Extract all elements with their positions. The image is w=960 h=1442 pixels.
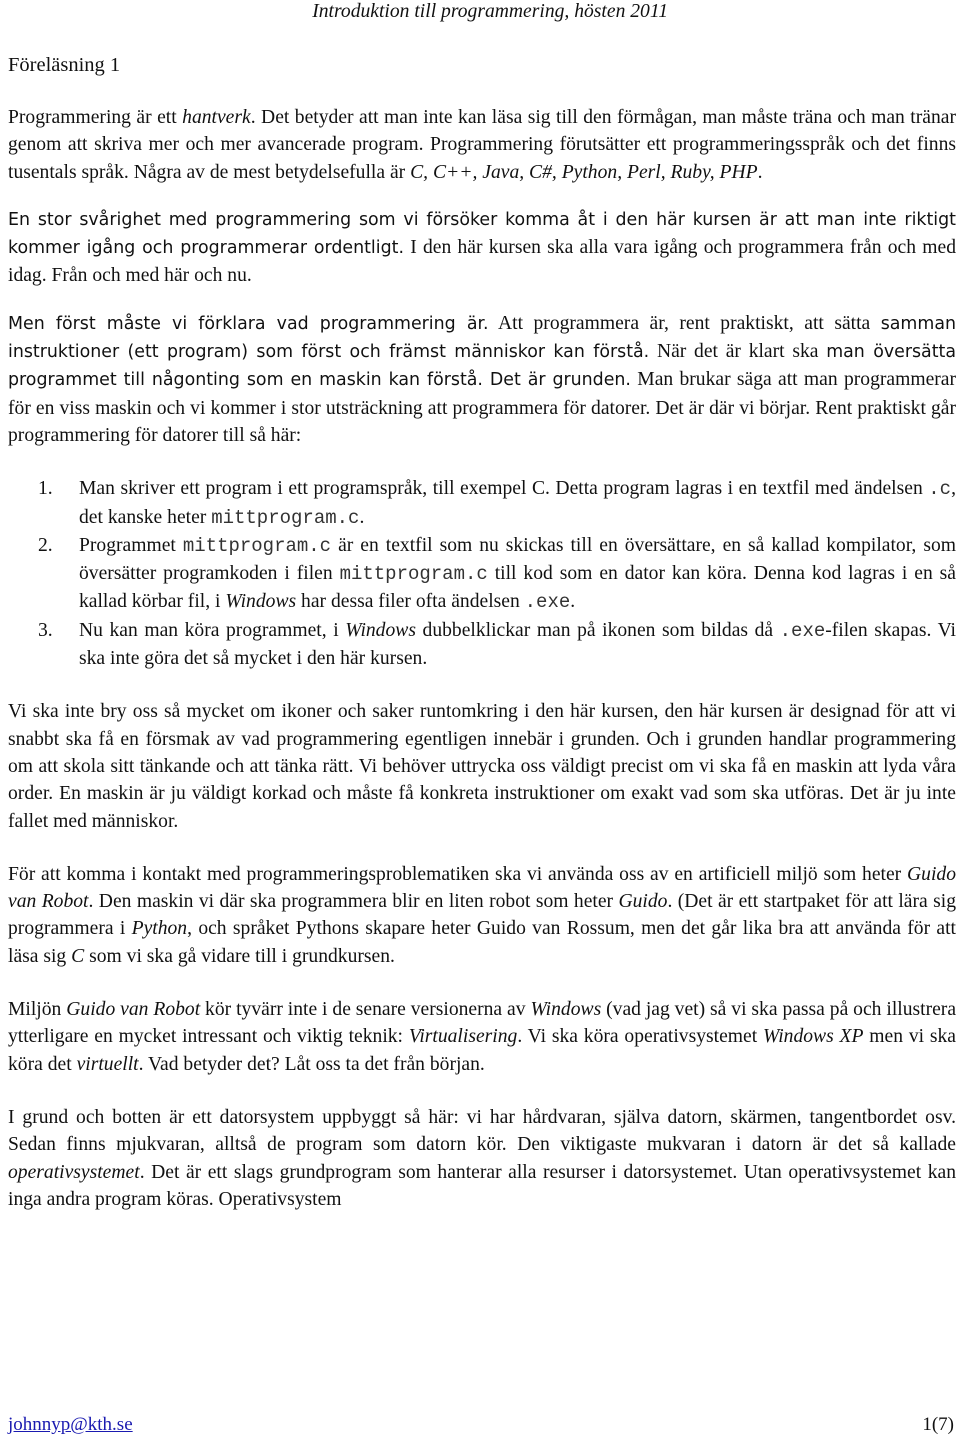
- emphasis-virtualisering: Virtualisering: [408, 1026, 518, 1048]
- code-extension: .exe: [779, 619, 826, 642]
- paragraph-definition: Men först måste vi förklara vad programmering är. Att programmera är, rent praktiskt, att sätta samman instruktioner (ett program) som först och främst människor kan förstå. När det är klart ska man översätta programmet till någonting som en maskin kan förstå. Det är grunden. Man brukar säga att man programmerar för en viss maskin och vi kommer i stor utsträckning att programmera för datorer. Det är där vi börjar. Rent praktiskt går programmering för datorer till så här:: [8, 312, 957, 446]
- emphasis-languages: C, C++, Java, C#, Python, Perl, Ruby, PHP: [410, 161, 758, 183]
- lecture-title: Föreläsning 1: [8, 54, 121, 76]
- page-number: 1(7): [922, 1414, 954, 1435]
- emphasis-windows-xp: Windows XP: [762, 1026, 864, 1048]
- emphasis-operativsystemet: operativsystemet: [8, 1161, 140, 1183]
- code-extension: .c: [928, 478, 952, 501]
- emphasis-windows: Windows: [225, 591, 297, 613]
- code-filename: mittprogram.c: [339, 563, 488, 586]
- emphasis-windows: Windows: [345, 619, 416, 641]
- list-number: 1.: [38, 478, 53, 500]
- document-body: [8, 104, 956, 1213]
- code-extension: .exe: [524, 591, 571, 614]
- emphasis-python: Python: [131, 918, 188, 940]
- list-item: 2. Programmet mittprogram.c är en textfil som nu skickas till en översättare, en så kallad kompilator, som översätter programkoden i filen mittprogram.c till kod som en dator kan köra. Denna kod lagras i en så kallad körbar fil, i Windows har dessa filer ofta ändelsen .exe.: [8, 532, 956, 617]
- emphasis-c: C: [71, 945, 85, 967]
- emphasis-guido-van-robot: Guido van Robot: [8, 863, 956, 913]
- paragraph-intro: Programmering är ett hantverk. Det betyder att man inte kan läsa sig till den förmågan, man måste träna och man tränar genom att skriva mer och mer avancerade program. Programmering förutsätter ett programmeringsspråk och det finns tusentals språk. Några av de mest betydelsefulla är C, C++, Java, C#, Python, Perl, Ruby, PHP.: [8, 107, 956, 183]
- code-filename: mittprogram.c: [211, 506, 360, 529]
- author-email-link[interactable]: johnnyp@kth.se: [8, 1414, 133, 1435]
- emphasis-hantverk: hantverk: [182, 107, 251, 128]
- emphasis-virtuellt: virtuellt: [76, 1053, 139, 1075]
- emphasis-guido-van-robot: Guido van Robot: [66, 999, 201, 1021]
- list-number: 2.: [38, 534, 53, 556]
- course-header: Introduktion till programmering, hösten 2011: [312, 1, 668, 22]
- paragraph-difficulty: En stor svårighet med programmering som vi försöker komma åt i den här kursen är att man inte riktigt kommer igång och programmerar ordentligt. I den här kursen ska alla vara igång och programmera från och med idag. Från och med här och nu.: [8, 209, 956, 287]
- emphasis-windows: Windows: [530, 999, 602, 1021]
- paragraph-guido: För att komma i kontakt med programmeringsproblematiken ska vi använda oss av en artificiell miljö som heter Guido van Robot. Den maskin vi där ska programmera blir en liten robot som heter Guido. (Det är ett startpaket för att lära sig programmera i Python, och språket Pythons skapare heter Guido van Rossum, men det går lika bra att använda för att läsa sig C som vi ska gå vidare till i grundkursen.: [8, 863, 956, 967]
- emphasis-guido: Guido: [618, 891, 668, 913]
- code-filename: mittprogram.c: [182, 534, 332, 557]
- list-item: 3. Nu kan man köra programmet, i Windows dubbelklickar man på ikonen som bildas då .exe-filen skapas. Vi ska inte göra det så mycket i den här kursen.: [8, 617, 956, 673]
- paragraph-focus: Vi ska inte bry oss så mycket om ikoner och saker runtomkring i den här kursen, den här kursen är designad för att vi snabbt ska få en försmak av vad programmering egentligen innebär i grunden. Och i grunden handlar programmering om att skola sitt tänkande och att tänka rätt. Vi behöver uttrycka oss väldigt precist om vi ska få en maskin att lyda våra order. En maskin är ju väldigt korkad och måste få konkreta instruktioner om exakt vad som ska utföras. Det är ju inte fallet med människor.: [8, 701, 956, 832]
- steps-list: [8, 475, 956, 672]
- paragraph-os: I grund och botten är ett datorsystem uppbyggt så här: vi har hårdvaran, själva datorn, skärmen, tangentbordet osv. Sedan finns mjukvaran, alltså de program som datorn kör. Den viktigaste mukvaran i datorn är det så kallade operativsystemet. Det är ett slags grundprogram som hanterar alla resurser i datorsystemet. Utan operativsystemet kan inga andra program köras. Operativsystem: [8, 1106, 956, 1210]
- list-number: 3.: [38, 619, 53, 641]
- list-item: 1. Man skriver ett program i ett programspråk, till exempel C. Detta program lagras i en textfil med ändelsen .c, det kanske heter mittprogram.c.: [8, 475, 956, 532]
- paragraph-virtualization: Miljön Guido van Robot kör tyvärr inte i de senare versionerna av Windows (vad jag vet) så vi ska passa på och illustrera ytterligare en mycket intressant och viktig teknik: Virtualisering. Vi ska köra operativsystemet Windows XP men vi ska köra det virtuellt. Vad betyder det? Låt oss ta det från början.: [8, 999, 957, 1075]
